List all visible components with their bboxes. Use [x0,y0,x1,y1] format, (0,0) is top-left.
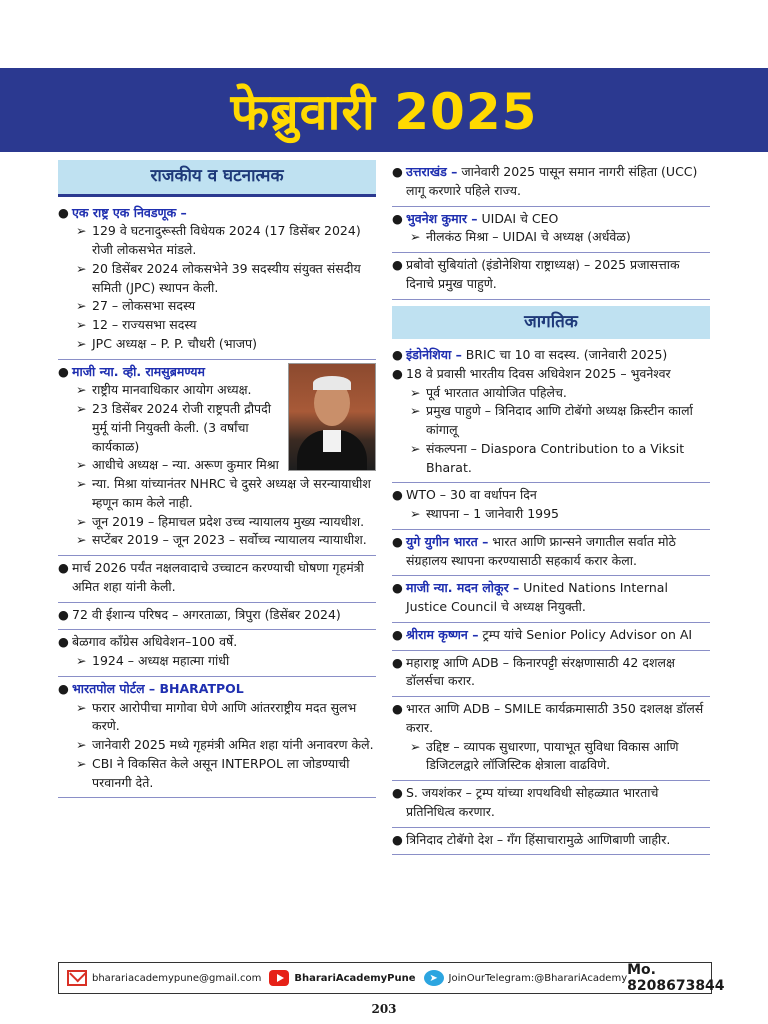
news-text: बेळगाव काँग्रेस अधिवेशन–100 वर्षे. [72,634,238,650]
sub-item: उद्दिष्ट – व्यापक सुधारणा, पायाभूत सुविधा विकास आणि डिजिटलद्वारे लॉजिस्टिक क्षेत्राला वाढविणे. [426,738,679,773]
news-block [392,828,710,856]
sub-item: 27 – लोकसभा सदस्य [92,298,196,314]
sub-item: जून 2019 – हिमाचल प्रदेश उच्च न्यायालय मुख्य न्यायधीश. [92,513,365,529]
bullet-icon: ● [58,606,69,622]
news-heading: भारतपोल पोर्टल – BHARATPOL [72,680,244,696]
arrow-icon: ➢ [410,403,421,419]
news-text: भारत आणि फ्रान्सने जगातील सर्वात मोठे संग्रहालय स्थापना करण्यासाठी सहकार्य करार केला. [406,533,676,568]
news-block [392,576,710,623]
arrow-icon: ➢ [76,476,87,491]
news-text: मार्च 2026 पर्यंत नक्षलवादाचे उच्चाटन करण्याची घोषणा गृहमंत्री अमित शहा यांनी केली. [72,560,364,594]
news-block [392,483,710,530]
arrow-icon: ➢ [76,457,87,473]
sub-item: पूर्व भारतात आयोजित पहिलेच. [426,384,567,400]
arrow-icon: ➢ [410,229,421,245]
bullet-icon: ● [392,347,403,362]
bullet-icon: ● [392,626,403,642]
bullet-icon: ● [392,257,403,272]
arrow-icon: ➢ [76,335,87,351]
news-lead: इंडोनेशिया – [406,347,462,362]
mobile-number: Mo. 8208673844 [627,962,725,994]
news-text: भारत आणि ADB – SMILE कार्यक्रमासाठी 350 दशलक्ष डॉलर्स करार. [406,701,704,735]
section-heading-global: जागतिक [392,306,710,340]
arrow-icon: ➢ [410,440,421,456]
news-text: UIDAI चे CEO [477,210,559,226]
bullet-icon: ● [392,701,403,716]
news-block [392,530,710,577]
sub-item: राष्ट्रीय मानवाधिकार आयोग अध्यक्ष. [92,382,252,398]
sub-item: न्या. मिश्रा यांच्यानंतर NHRC चे दुसरे अध्यक्ष जे सरन्यायाधीश म्हणून काम केले नाही. [92,476,371,510]
title-banner [0,68,768,152]
sub-item: सप्टेंबर 2019 – जून 2023 – सर्वोच्च न्यायालय न्यायाधीश. [92,532,367,548]
left-column [58,160,376,798]
arrow-icon: ➢ [76,401,87,416]
sub-item: प्रमुख पाहुणे – त्रिनिदाद आणि टोबॅगो अध्यक्ष क्रिस्टीन कार्ला कांगालू [426,403,693,437]
arrow-icon: ➢ [76,260,87,276]
news-lead: उत्तराखंड – [406,164,458,179]
portrait-photo [288,363,376,471]
arrow-icon: ➢ [76,513,87,529]
news-lead: युगे युगीन भारत – [406,533,489,549]
section-heading-political: राजकीय व घटनात्मक [58,160,376,197]
bullet-icon: ● [58,363,69,379]
bullet-icon: ● [58,560,69,575]
news-text: प्रबोवो सुबियांतो (इंडोनेशिया राष्ट्राध्यक्ष) – 2025 प्रजासत्ताक दिनाचे प्रमुख पाहुणे. [406,257,680,291]
bullet-icon: ● [392,654,403,670]
arrow-icon: ➢ [410,506,421,521]
page-number: 203 [371,1002,397,1016]
arrow-icon: ➢ [76,653,87,668]
sub-item: जानेवारी 2025 मध्ये गृहमंत्री अमित शहा यांनी अनावरण केले. [92,737,374,752]
sub-item: संकल्पना – Diaspora Contribution to a Viksit Bharat. [426,440,685,475]
youtube-contact[interactable] [269,970,415,986]
news-text: 72 वी ईशान्य परिषद – अगरताळा, त्रिपुरा (डिसेंबर 2024) [72,606,341,622]
sub-item: 20 डिसेंबर 2024 लोकसभेने 39 सदस्यीय संयुक्त संसदीय समिती (JPC) स्थापन केली. [92,260,361,295]
sub-item: CBI ने विकसित केले असून INTERPOL ला जोडण्याची परवानगी देते. [92,755,350,790]
news-block [58,677,376,799]
news-text: 18 वे प्रवासी भारतीय दिवस अधिवेशन 2025 – भुवनेश्वर [406,365,671,381]
news-block [392,343,710,483]
arrow-icon: ➢ [76,737,87,752]
bullet-icon: ● [392,831,403,847]
email-text: bharariacademypune@gmail.com [92,972,262,984]
news-text: United Nations Internal Justice Council चे अध्यक्ष नियुक्ती. [406,580,668,614]
youtube-text: BharariAcademyPune [294,972,416,984]
sub-item: 23 डिसेंबर 2024 रोजी राष्ट्रपती द्रौपदी मुर्मू यांनी नियुक्ती केली. (3 वर्षांचा कार्यकाळ) [92,401,272,454]
news-block [392,697,710,781]
bullet-icon: ● [392,365,403,381]
news-heading: माजी न्या. व्ही. रामसुब्रमण्यम [72,363,205,379]
arrow-icon: ➢ [76,699,87,715]
news-block [392,160,710,207]
news-block [58,630,376,677]
sub-item: 12 – राज्यसभा सदस्य [92,317,197,332]
sub-item: नीलकंठ मिश्रा – UIDAI चे अध्यक्ष (अर्धवेळ) [426,229,631,245]
bullet-icon: ● [392,487,403,503]
news-block [392,781,710,828]
news-block [392,623,710,651]
arrow-icon: ➢ [410,384,421,400]
sub-item: स्थापना – 1 जानेवारी 1995 [426,506,560,521]
news-text: त्रिनिदाद टोबॅगो देश – गँग हिंसाचारामुळे आणिबाणी जाहीर. [406,831,671,847]
news-text: महाराष्ट्र आणि ADB – किनारपट्टी संरक्षणासाठी 42 दशलक्ष डॉलर्सचा करार. [406,654,675,689]
news-text: जानेवारी 2025 पासून समान नागरी संहिता (UCC) लागू करणारे पहिले राज्य. [406,164,698,198]
news-text: ट्रम्प यांचे Senior Policy Advisor on AI [478,626,693,642]
arrow-icon: ➢ [76,298,87,314]
news-block [392,651,710,698]
news-block [392,207,710,254]
telegram-icon: ➤ [424,970,444,986]
news-lead: भुवनेश कुमार – [406,210,478,226]
bullet-icon: ● [58,204,69,220]
news-heading: एक राष्ट्र एक निवडणूक – [72,204,187,220]
sub-item: 1924 – अध्यक्ष महात्मा गांधी [92,653,230,668]
news-text: WTO – 30 वा वर्धापन दिन [406,487,537,503]
bullet-icon: ● [58,634,69,650]
news-block [58,603,376,631]
bullet-icon: ● [392,164,403,179]
telegram-text: JoinOurTelegram:@BharariAcademy [448,972,628,984]
arrow-icon: ➢ [410,738,421,754]
bullet-icon: ● [58,680,69,696]
news-block [58,360,376,557]
news-text: S. जयशंकर – ट्रम्प यांच्या शपथविधी सोहळ्यात भारताचे प्रतिनिधित्व करणार. [406,785,659,819]
email-contact[interactable] [67,970,261,986]
sub-item: फरार आरोपीचा मागोवा घेणे आणि आंतरराष्ट्रीय मदत सुलभ करणे. [92,699,357,734]
page-title: फेब्रुवारी 2025 [230,83,538,141]
telegram-contact[interactable] [424,970,628,986]
bullet-icon: ● [392,533,403,549]
gmail-icon [67,970,87,986]
news-text: BRIC चा 10 वा सदस्य. (जानेवारी 2025) [461,347,668,362]
arrow-icon: ➢ [76,382,87,398]
arrow-icon: ➢ [76,317,87,332]
bullet-icon: ● [392,580,403,596]
sub-item: 129 वे घटनादुरूस्ती विधेयक 2024 (17 डिसेंबर 2024) रोजी लोकसभेत मांडले. [92,223,361,257]
news-block [58,201,376,360]
bullet-icon: ● [392,785,403,800]
arrow-icon: ➢ [76,755,87,771]
news-lead: माजी न्या. मदन लोकूर – [406,580,520,596]
news-block [392,253,710,300]
sub-item: आधीचे अध्यक्ष – न्या. अरूण कुमार मिश्रा [92,457,279,473]
arrow-icon: ➢ [76,532,87,548]
arrow-icon: ➢ [76,223,87,239]
news-lead: श्रीराम कृष्णन – [406,626,479,642]
right-column [392,160,710,855]
sub-item: JPC अध्यक्ष – P. P. चौधरी (भाजप) [92,335,257,351]
youtube-icon [269,970,289,986]
bullet-icon: ● [392,210,403,226]
contact-footer [58,962,725,994]
news-block [58,556,376,603]
